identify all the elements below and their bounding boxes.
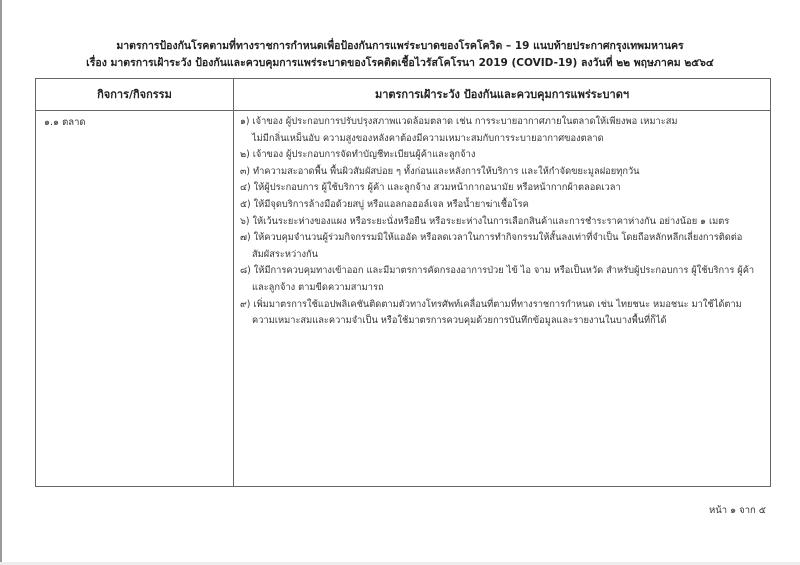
- measure-item-1: [240, 114, 768, 147]
- measures-list: [240, 114, 768, 330]
- measure-item-6: [240, 214, 768, 231]
- measure-item-2: [240, 147, 768, 164]
- measure-line: ๔) ให้ผู้ประกอบการ ผู้ใช้บริการ ผู้ค้า และลูกจ้าง สวมหน้ากากอนามัย หรือหน้ากากผ้าตลอดเวลา: [240, 182, 621, 194]
- measure-line: ๖) ให้เว้นระยะห่างของแผง หรือระยะนั่งหรือยืน หรือระยะห่างในการเลือกสินค้าและการชำระราคาห่างกัน อย่างน้อย ๑ เมตร: [240, 215, 730, 227]
- measure-item-9: [240, 297, 768, 330]
- measure-item-8: [240, 263, 768, 296]
- measure-line: ๓) ทำความสะอาดพื้น พื้นผิวสัมผัสบ่อย ๆ ทั้งก่อนและหลังการให้บริการ และให้กำจัดขยะมูลฝอยทุกวัน: [240, 165, 640, 177]
- measure-line-continued: ความเหมาะสมและความจำเป็น หรือใช้มาตรการควบคุมด้วยการบันทึกข้อมูลและรายงานในบางพื้นที่ก็ได้: [252, 315, 667, 327]
- viewer-left-border: [0, 0, 2, 565]
- table-header-row: [36, 79, 770, 111]
- measure-line: ๕) ให้มีจุดบริการล้างมือด้วยสบู่ หรือแอลกอฮอล์เจล หรือน้ำยาฆ่าเชื้อโรค: [240, 198, 529, 210]
- page-number: หน้า ๑ จาก ๕: [708, 505, 766, 516]
- document-title: มาตรการป้องกันโรคตามที่ทางราชการกำหนดเพื่อป้องกันการแพร่ระบาดของโรคโควิด – 19 แนบท้ายประกาศกรุงเทพมหานคร: [116, 40, 684, 52]
- measure-item-7: [240, 230, 768, 263]
- measure-item-5: [240, 197, 768, 214]
- measure-item-4: [240, 180, 768, 197]
- column-divider: [233, 79, 234, 486]
- measure-line: ๙) เพิ่มมาตรการใช้แอปพลิเคชันติดตามตัวทางโทรศัพท์เคลื่อนที่ตามที่ทางราชการกำหนด เช่น ไทยชนะ หมอชนะ มาใช้ได้ตาม: [240, 298, 742, 310]
- measure-line: ๗) ให้ควบคุมจำนวนผู้ร่วมกิจกรรมมิให้แออัด หรือลดเวลาในการทำกิจกรรมให้สั้นลงเท่าที่จำเป็น โดยถือหลักหลีกเลี่ยงการติดต่อ: [240, 232, 743, 244]
- measures-table: [35, 78, 771, 487]
- measure-line-continued: และลูกจ้าง ตามขีดความสามารถ: [252, 281, 384, 293]
- document-subtitle: เรื่อง มาตรการเฝ้าระวัง ป้องกันและควบคุมการแพร่ระบาดของโรคติดเชื้อไวรัสโคโรนา 2019 (COVID-19) ลงวันที่ ๒๒ พฤษภาคม ๒๕๖๔: [86, 57, 714, 69]
- header-measures: มาตรการเฝ้าระวัง ป้องกันและควบคุมการแพร่ระบาดฯ: [374, 88, 630, 101]
- measure-line: ๘) ให้มีการควบคุมทางเข้าออก และมีมาตรการคัดกรองอาการป่วย ไข้ ไอ จาม หรือเป็นหวัด สำหรับผู้ประกอบการ ผู้ใช้บริการ ผู้ค้า: [240, 265, 755, 277]
- measure-line: ๒) เจ้าของ ผู้ประกอบการจัดทำบัญชีทะเบียนผู้ค้าและลูกจ้าง: [240, 149, 476, 161]
- measure-line-continued: สัมผัสระหว่างกัน: [252, 248, 319, 260]
- measure-item-3: [240, 164, 768, 181]
- header-activity: กิจการ/กิจกรรม: [97, 88, 172, 101]
- measure-line-continued: ไม่มีกลิ่นเหม็นอับ ความสูงของหลังคาต้องมีความเหมาะสมกับการระบายอากาศของตลาด: [252, 132, 604, 144]
- measure-line: ๑) เจ้าของ ผู้ประกอบการปรับปรุงสภาพแวดล้อมตลาด เช่น การระบายอากาศภายในตลาดให้เพียงพอ เหมาะสม: [240, 116, 678, 127]
- activity-cell-market: ๑.๑ ตลาด: [44, 117, 86, 128]
